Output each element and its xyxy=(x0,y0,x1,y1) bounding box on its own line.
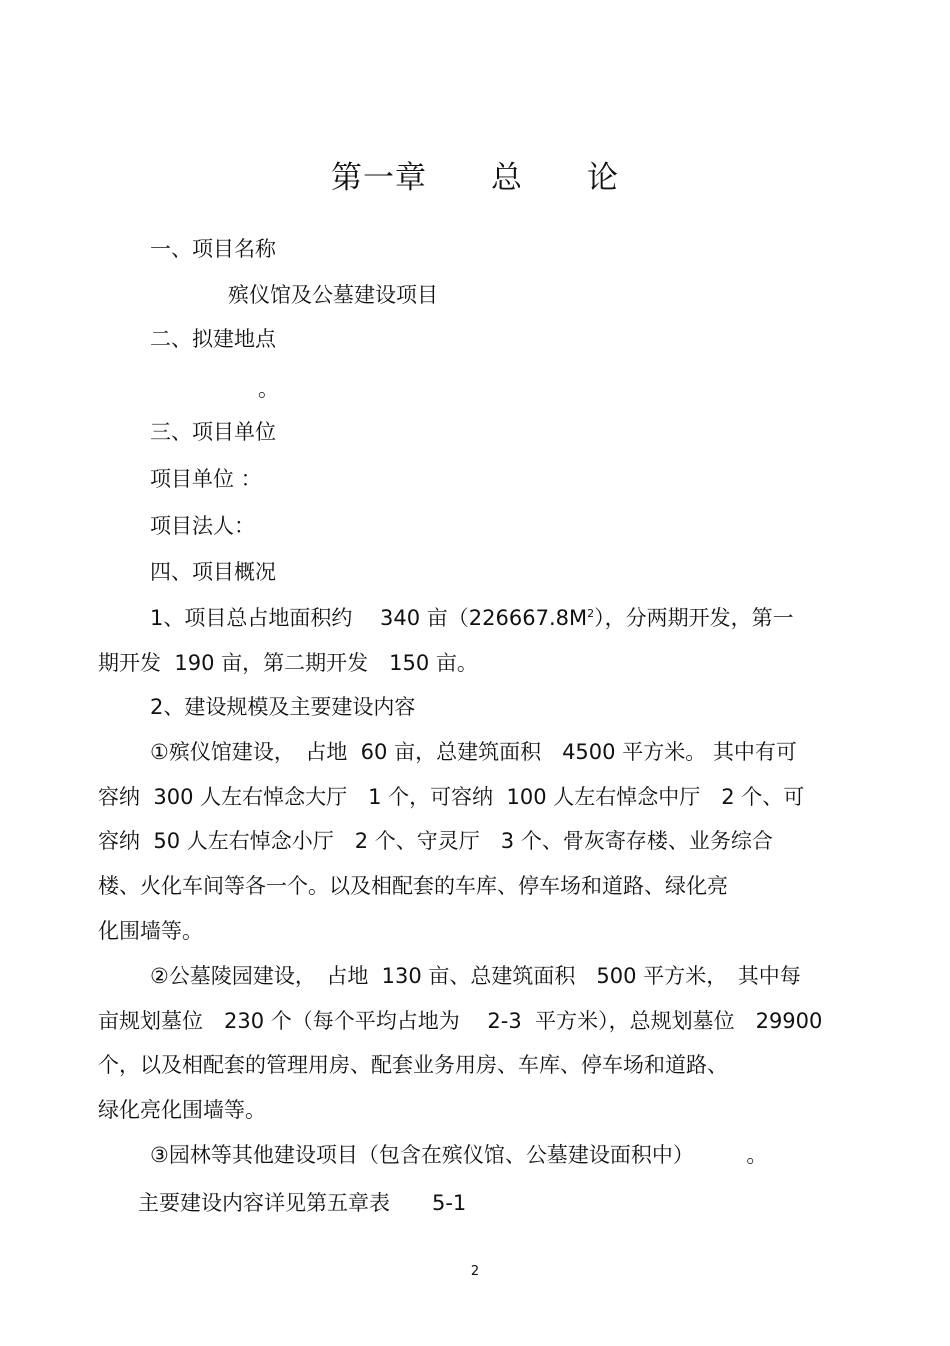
funeral-home-line5: 化围墙等。 xyxy=(98,919,203,943)
funeral-home-line2: 容纳 300 人左右悼念大厅 1 个，可容纳 100 人左右悼念中厅 2 个、可 xyxy=(98,785,805,809)
paragraph-heading-scale: 2、建设规模及主要建设内容 xyxy=(150,695,416,719)
area-text-tail: ），分两期开发，第一 xyxy=(594,606,794,630)
section-heading-overview: 四、项目概况 xyxy=(150,560,276,584)
cemetery-line2: 亩规划墓位 230 个（每个平均占地为 2-3 平方米），总规划墓位 29900 xyxy=(98,1009,823,1033)
chapter-title: 第一章 总 论 xyxy=(331,160,619,196)
cemetery-line3: 个，以及相配套的管理用房、配套业务用房、车库、停车场和道路、 xyxy=(98,1053,728,1077)
project-unit-label: 项目单位 ： xyxy=(150,467,262,491)
funeral-home-line3: 容纳 50 人左右悼念小厅 2 个、守灵厅 3 个、骨灰寄存楼、业务综合 xyxy=(98,829,773,853)
paragraph-area-line xyxy=(150,603,794,633)
paragraph-area-line2: 期开发 190 亩，第二期开发 150 亩。 xyxy=(98,651,478,675)
garden-line: ③园林等其他建设项目（包含在殡仪馆、公墓建设面积中） 。 xyxy=(150,1143,768,1167)
funeral-home-line1: ①殡仪馆建设， 占地 60 亩，总建筑面积 4500 平方米。 其中有可 xyxy=(150,740,797,764)
section-heading-location: 二、拟建地点 xyxy=(150,327,276,351)
section-heading-unit: 三、项目单位 xyxy=(150,420,276,444)
project-legal-label: 项目法人： xyxy=(150,514,255,538)
page-number: 2 xyxy=(470,1264,480,1279)
location-text: 。 xyxy=(258,377,279,401)
funeral-home-line4: 楼、火化车间等各一个。以及相配套的车库、停车场和道路、绿化亮 xyxy=(98,874,728,898)
section-heading-project-name: 一、项目名称 xyxy=(150,237,276,261)
project-name-text: 殡仪馆及公墓建设项目 xyxy=(228,283,438,307)
main-content-reference: 主要建设内容详见第五章表 5-1 xyxy=(138,1191,467,1215)
area-text: 1、项目总占地面积约 340 亩（226667.8M xyxy=(150,606,588,630)
superscript-2: 2 xyxy=(587,607,595,620)
cemetery-line1: ②公墓陵园建设， 占地 130 亩、总建筑面积 500 平方米， 其中每 xyxy=(150,964,801,988)
cemetery-line4: 绿化亮化围墙等。 xyxy=(98,1098,266,1122)
